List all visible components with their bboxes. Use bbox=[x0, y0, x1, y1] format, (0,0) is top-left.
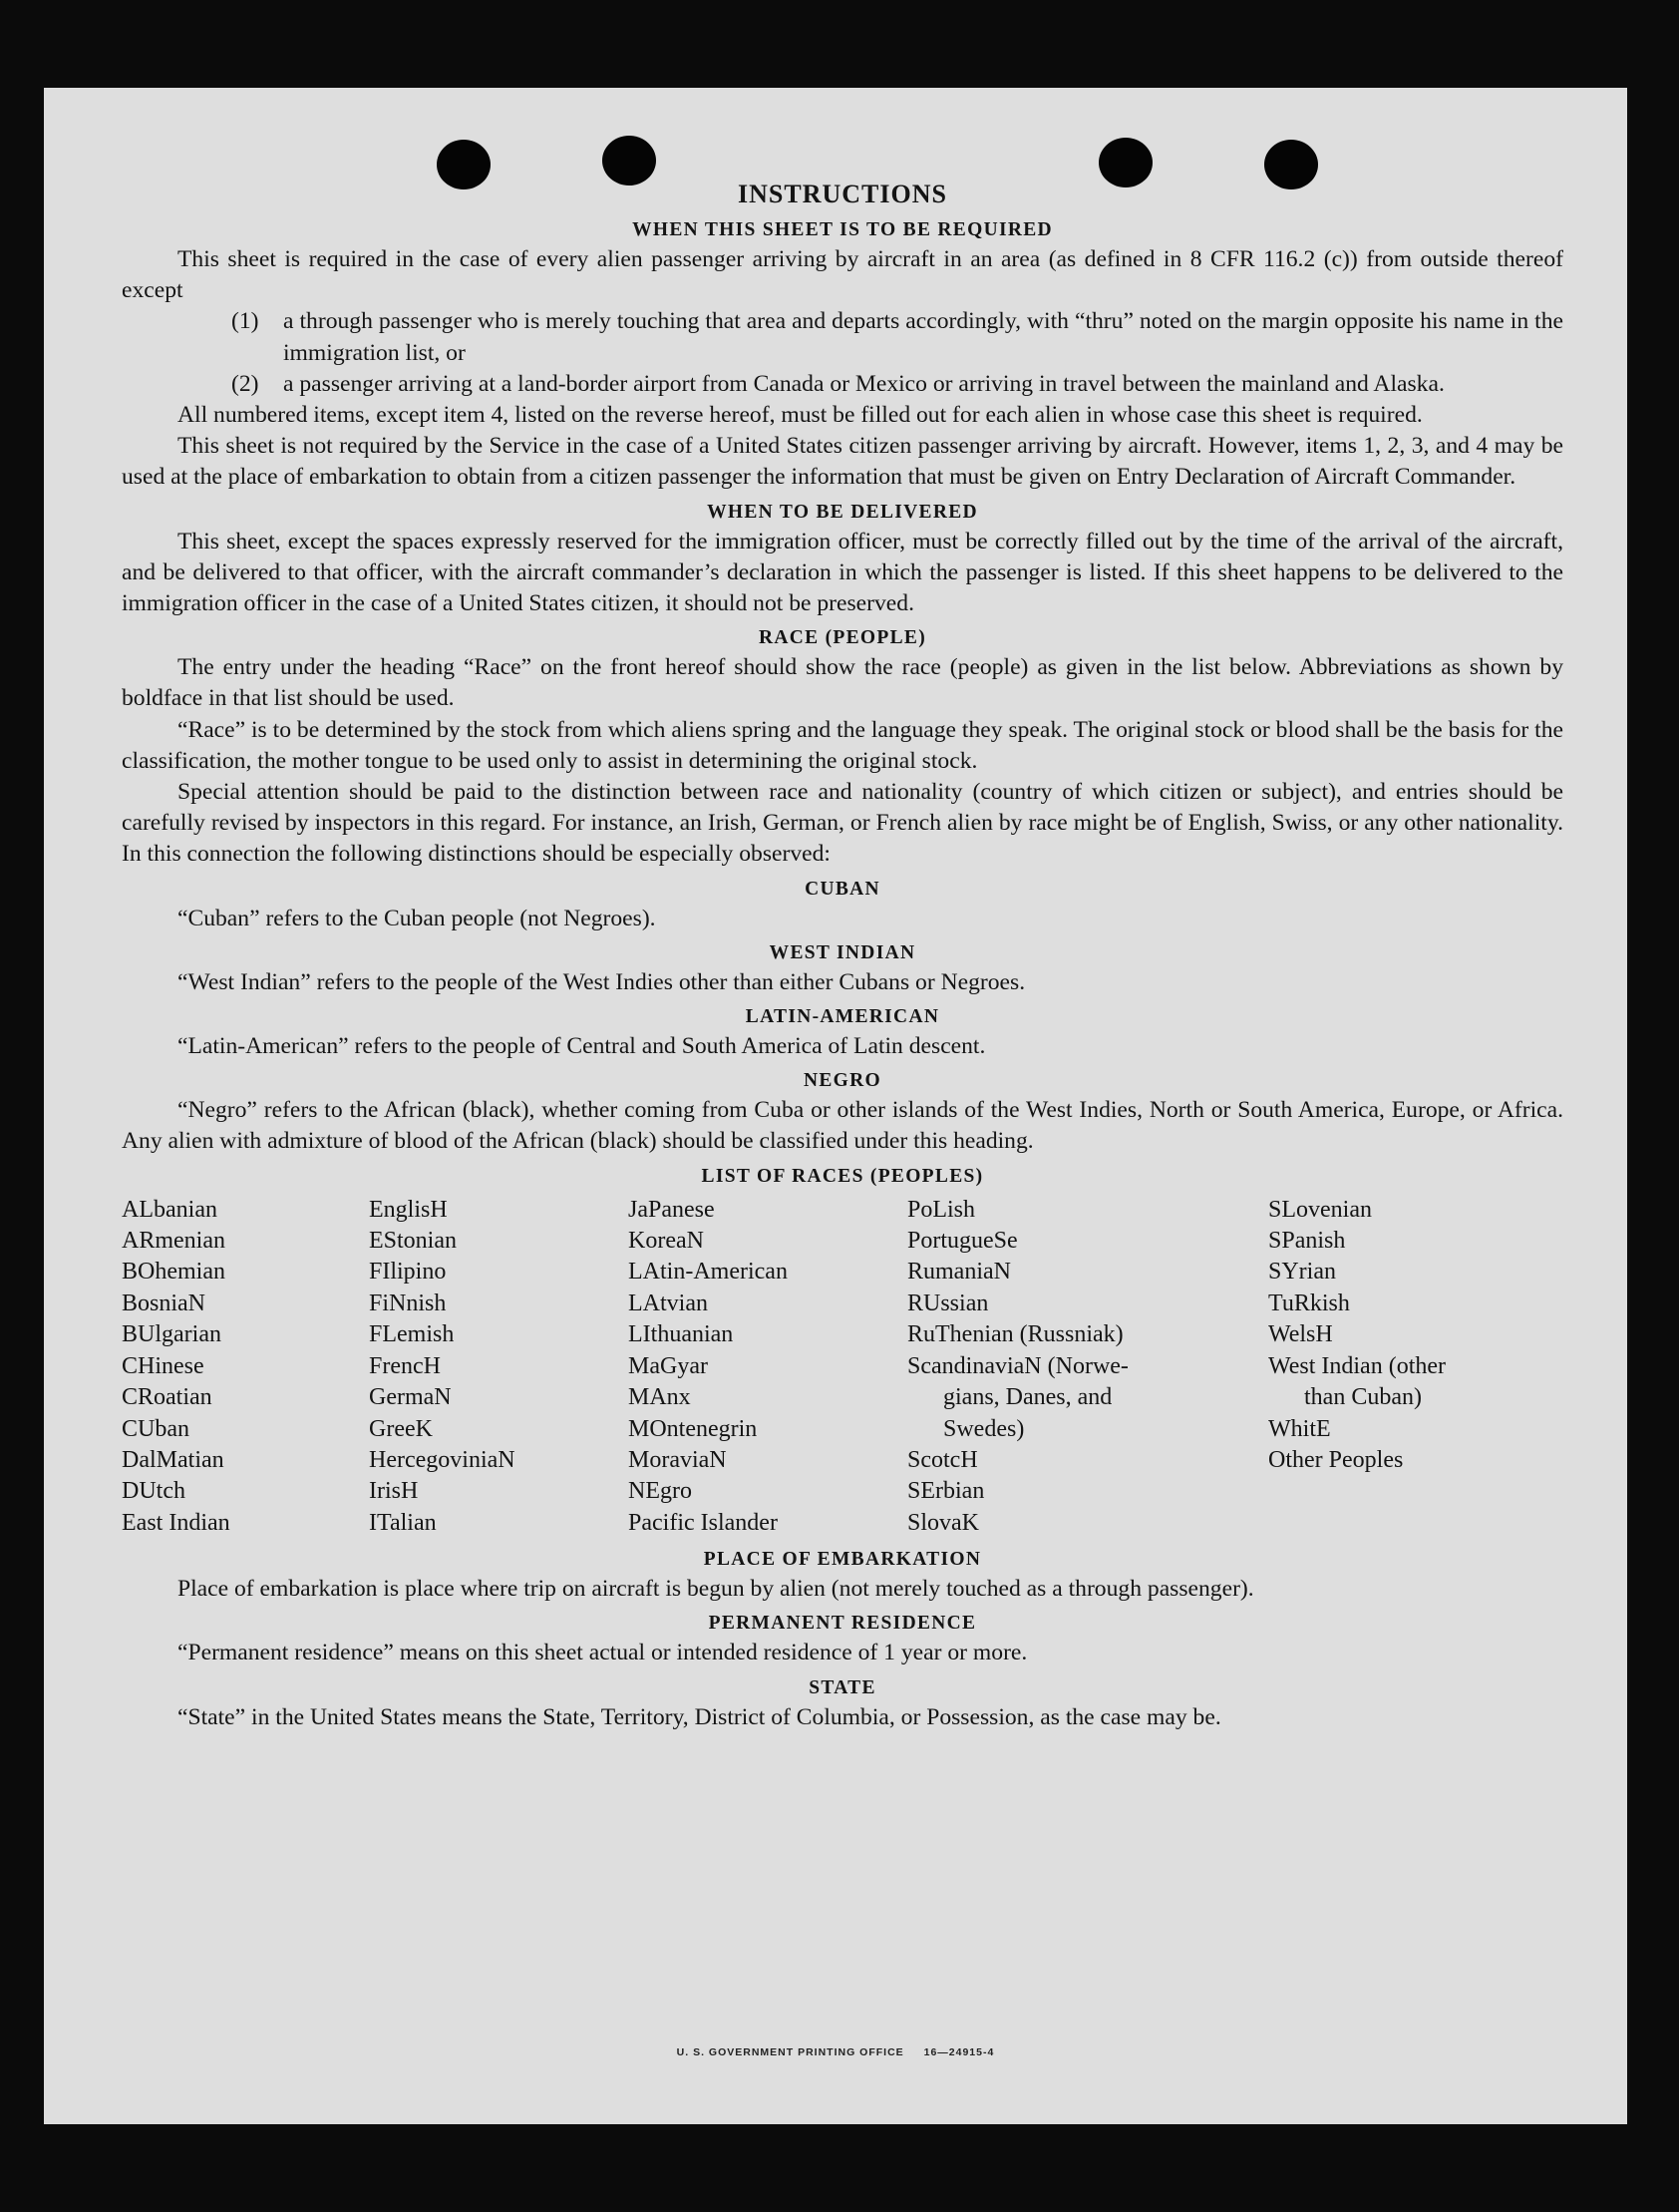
paragraph: “State” in the United States means the State, Territory, District of Columbia, or Possession, as the case may be. bbox=[177, 1703, 1221, 1730]
race-entry: FIlipino bbox=[369, 1259, 447, 1286]
paragraph: “Cuban” refers to the Cuban people (not Negroes). bbox=[177, 905, 656, 931]
race-list bbox=[122, 1195, 1563, 1539]
paragraph: “Latin-American” refers to the people of Central and South America of Latin descent. bbox=[177, 1033, 986, 1060]
paragraph: Place of embarkation is place where trip on aircraft is begun by alien (not merely touched as a through passenger). bbox=[177, 1576, 1254, 1603]
race-column bbox=[1268, 1195, 1563, 1539]
race-entry: MOntenegrin bbox=[628, 1415, 758, 1442]
race-entry: PoLish bbox=[907, 1196, 976, 1223]
race-entry: NEgro bbox=[628, 1478, 692, 1505]
race-entry: CUban bbox=[122, 1415, 189, 1442]
printer-footer bbox=[44, 2046, 1627, 2058]
race-column bbox=[369, 1195, 628, 1539]
race-entry: RUssian bbox=[907, 1290, 989, 1316]
section-heading: NEGRO bbox=[803, 1070, 881, 1092]
section-heading: PERMANENT RESIDENCE bbox=[708, 1613, 977, 1635]
race-entry: PortugueSe bbox=[907, 1228, 1018, 1255]
item-text: a through passenger who is merely touching that area and departs accordingly, with “thru” noted on the margin opposite his name in the immigration list, or bbox=[283, 308, 1563, 366]
race-entry: MAnx bbox=[628, 1384, 691, 1411]
race-entry: MaGyar bbox=[628, 1352, 708, 1379]
paragraph: All numbered items, except item 4, listed on the reverse hereof, must be filled out for each alien in whose case this sheet is required. bbox=[177, 402, 1423, 429]
section-heading: LATIN-AMERICAN bbox=[745, 1006, 940, 1028]
race-entry: CRoatian bbox=[122, 1384, 212, 1411]
form-code: 16—24915-4 bbox=[923, 2046, 995, 2058]
race-entry: WhitE bbox=[1268, 1415, 1331, 1442]
page-title: INSTRUCTIONS bbox=[738, 180, 947, 208]
item-number: (1) bbox=[231, 308, 259, 335]
race-entry: SYrian bbox=[1268, 1259, 1336, 1286]
race-entry: Swedes) bbox=[943, 1415, 1025, 1442]
race-entry: ITalian bbox=[369, 1509, 437, 1536]
section-heading: WHEN THIS SHEET IS TO BE REQUIRED bbox=[632, 219, 1053, 240]
section-heading: RACE (PEOPLE) bbox=[758, 627, 927, 649]
race-entry: IrisH bbox=[369, 1478, 419, 1505]
paragraph: “Race” is to be determined by the stock from which aliens spring and the language they speak. The original stock or blood shall be the basis for the classification, the mother tongue to be used only to assist in determining the original stock. bbox=[122, 716, 1563, 774]
race-entry: ALbanian bbox=[122, 1196, 217, 1223]
paragraph: “West Indian” refers to the people of the West Indies other than either Cubans or Negroes. bbox=[177, 968, 1026, 995]
section-heading: WEST INDIAN bbox=[769, 941, 916, 963]
document-sheet bbox=[44, 88, 1627, 2124]
race-entry: Other Peoples bbox=[1268, 1446, 1404, 1473]
race-entry: ScotcH bbox=[907, 1446, 978, 1473]
race-entry: LAtin-American bbox=[628, 1259, 788, 1286]
paragraph: This sheet is required in the case of every alien passenger arriving by aircraft in an area (as defined in 8 CFR 116.2 (c)) from outside thereof except bbox=[122, 246, 1563, 304]
race-entry: DalMatian bbox=[122, 1446, 224, 1473]
race-column bbox=[907, 1195, 1268, 1539]
list-item bbox=[122, 306, 1563, 368]
race-entry: DUtch bbox=[122, 1478, 185, 1505]
race-entry: FrencH bbox=[369, 1352, 441, 1379]
paragraph: This sheet, except the spaces expressly reserved for the immigration officer, must be correctly filled out by the time of the arrival of the aircraft, and be delivered to that officer, with the aircraft commander’s declaration in which the passenger is listed. If this sheet happens to be delivered to the immigration officer in the case of a United States citizen, it should not be preserved. bbox=[122, 528, 1563, 617]
race-entry: EStonian bbox=[369, 1228, 457, 1255]
race-entry: LIthuanian bbox=[628, 1321, 734, 1348]
paragraph: This sheet is not required by the Service in the case of a United States citizen passenger arriving by aircraft. However, items 1, 2, 3, and 4 may be used at the place of embarkation to obtain from a citizen passenger the information that must be given on Entry Declaration of Aircraft Commander. bbox=[122, 433, 1563, 491]
race-entry: East Indian bbox=[122, 1509, 230, 1536]
item-text: a passenger arriving at a land-border airport from Canada or Mexico or arriving in travel between the mainland and Alaska. bbox=[283, 370, 1445, 397]
race-entry: HercegoviniaN bbox=[369, 1446, 515, 1473]
race-entry: than Cuban) bbox=[1304, 1384, 1422, 1411]
race-entry: ScandinaviaN (Norwe- bbox=[907, 1352, 1129, 1379]
race-entry: BOhemian bbox=[122, 1259, 225, 1286]
race-entry: EnglisH bbox=[369, 1196, 448, 1223]
section-heading: STATE bbox=[809, 1676, 876, 1698]
race-entry: WelsH bbox=[1268, 1321, 1333, 1348]
race-entry: RuThenian (Russniak) bbox=[907, 1321, 1124, 1348]
paragraph: Special attention should be paid to the distinction between race and nationality (country of which citizen or subject), and entries should be carefully revised by inspectors in this regard. For instance, an Irish, German, or French alien by race might be of English, Swiss, or any other nationality. In this connection the following distinctions should be especially observed: bbox=[122, 779, 1563, 868]
race-column bbox=[122, 1195, 369, 1539]
race-entry: GermaN bbox=[369, 1384, 452, 1411]
race-entry: Pacific Islander bbox=[628, 1509, 778, 1536]
race-entry: ARmenian bbox=[122, 1228, 225, 1255]
paragraph: The entry under the heading “Race” on the front hereof should show the race (people) as given in the list below. Abbreviations as shown by boldface in that list should be used. bbox=[122, 654, 1563, 712]
race-entry: JaPanese bbox=[628, 1196, 715, 1223]
race-entry: SPanish bbox=[1268, 1228, 1346, 1255]
race-entry: BUlgarian bbox=[122, 1321, 221, 1348]
section-heading: LIST OF RACES (PEOPLES) bbox=[701, 1165, 984, 1187]
race-entry: LAtvian bbox=[628, 1290, 708, 1316]
race-entry: RumaniaN bbox=[907, 1259, 1011, 1286]
race-entry: TuRkish bbox=[1268, 1290, 1350, 1316]
race-entry: KoreaN bbox=[628, 1228, 704, 1255]
race-entry: West Indian (other bbox=[1268, 1352, 1447, 1379]
instructions-body bbox=[122, 180, 1563, 1733]
race-entry: FiNnish bbox=[369, 1290, 447, 1316]
section-heading: CUBAN bbox=[805, 878, 880, 900]
race-entry: CHinese bbox=[122, 1352, 204, 1379]
section-heading: WHEN TO BE DELIVERED bbox=[707, 501, 978, 523]
race-column bbox=[628, 1195, 907, 1539]
paragraph: “Negro” refers to the African (black), whether coming from Cuba or other islands of the West Indies, North or South America, Europe, or Africa. Any alien with admixture of blood of the African (black) should be classified under this heading. bbox=[122, 1097, 1563, 1155]
list-item bbox=[122, 369, 1563, 400]
punch-hole bbox=[602, 136, 656, 185]
paragraph: “Permanent residence” means on this sheet actual or intended residence of 1 year or more. bbox=[177, 1640, 1028, 1666]
race-entry: SErbian bbox=[907, 1478, 985, 1505]
race-entry: GreeK bbox=[369, 1415, 433, 1442]
section-heading: PLACE OF EMBARKATION bbox=[703, 1549, 982, 1571]
item-number: (2) bbox=[231, 370, 259, 397]
race-entry: FLemish bbox=[369, 1321, 455, 1348]
race-entry: MoraviaN bbox=[628, 1446, 727, 1473]
race-entry: SlovaK bbox=[907, 1509, 979, 1536]
race-entry: BosniaN bbox=[122, 1290, 205, 1316]
race-entry: gians, Danes, and bbox=[943, 1384, 1113, 1411]
race-entry: SLovenian bbox=[1268, 1196, 1372, 1223]
printer-name: U. S. GOVERNMENT PRINTING OFFICE bbox=[676, 2046, 904, 2058]
